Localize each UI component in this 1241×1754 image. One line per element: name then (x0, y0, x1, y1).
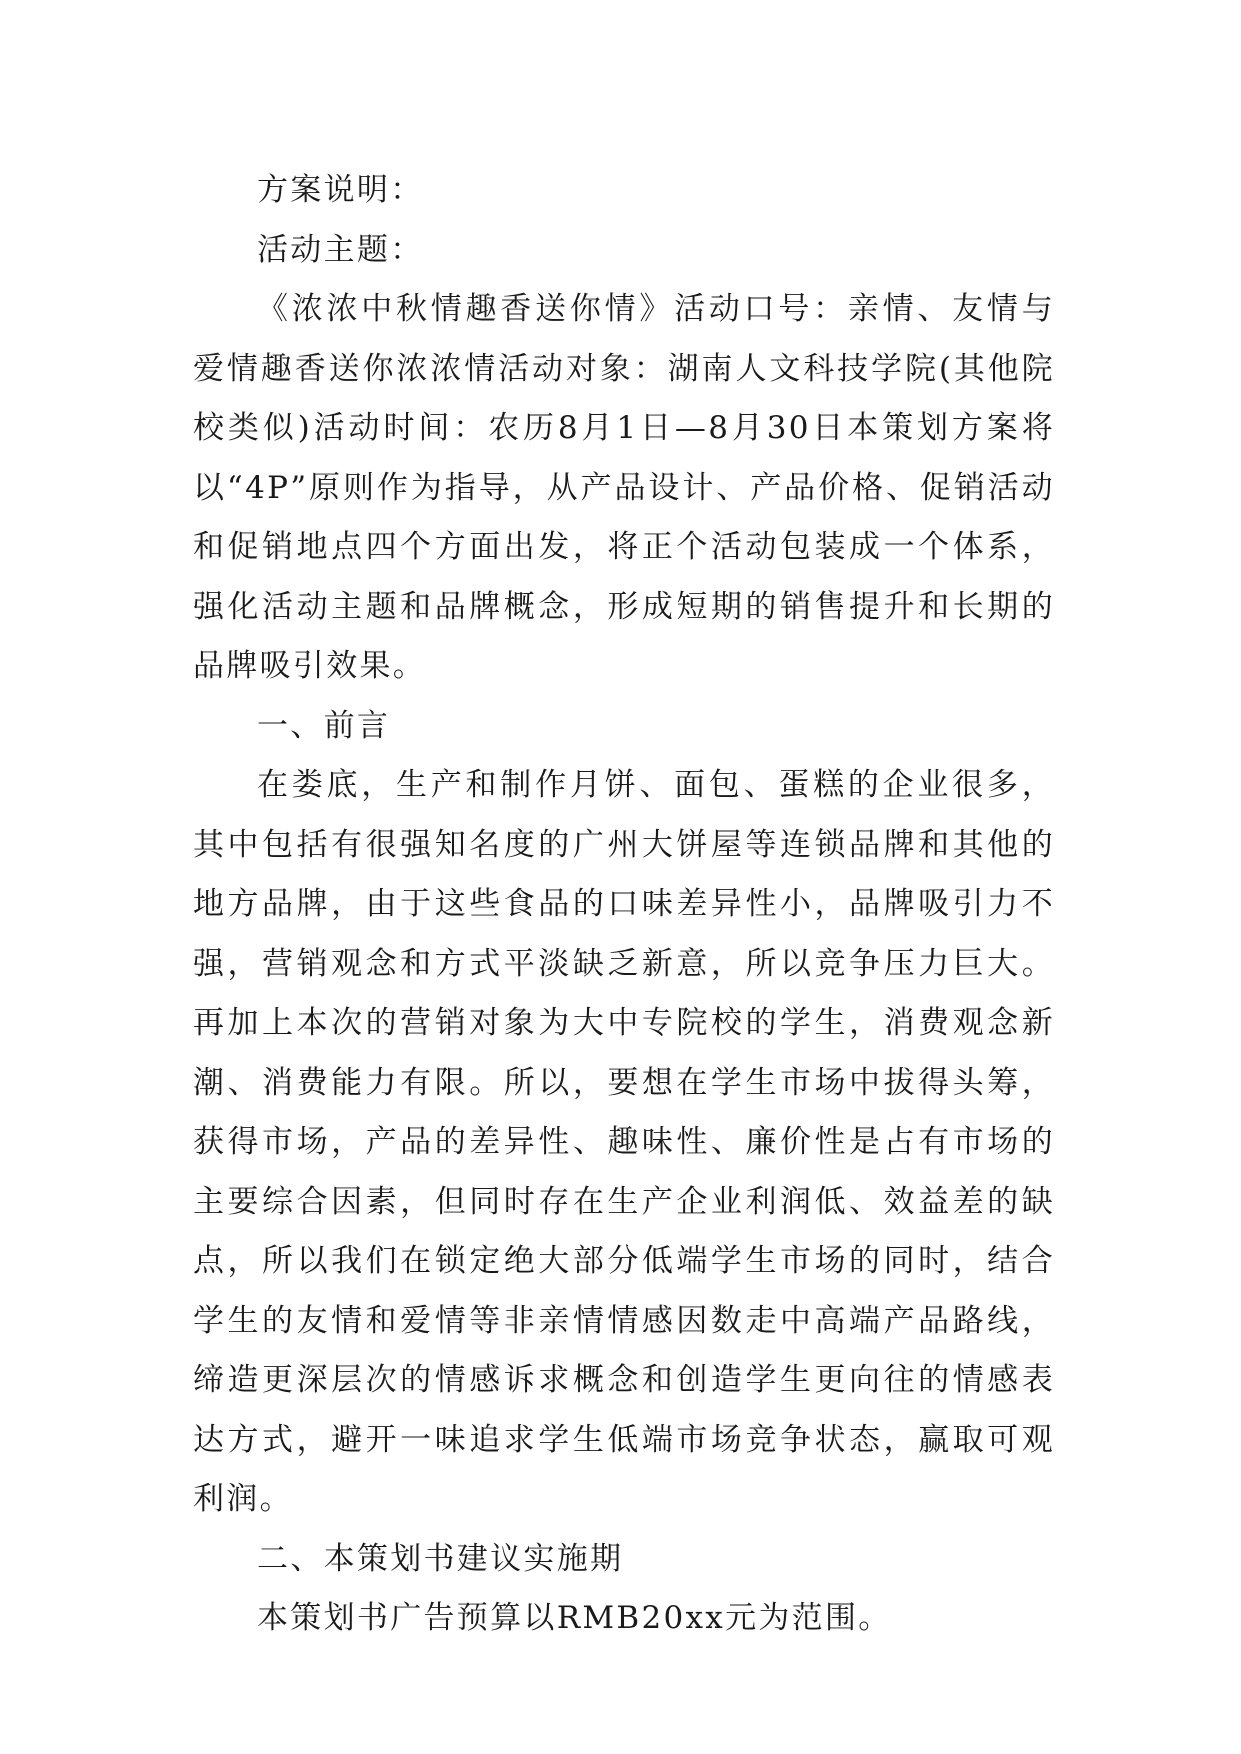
paragraph-activity-theme-heading: 活动主题： (257, 231, 424, 268)
paragraph-activity-details: 《浓浓中秋情趣香送你情》活动口号：亲情、友情与爱情趣香送你浓浓情活动对象：湖南人文科技学院(其他院校类似)活动时间：农历8月1日—8月30日本策划方案将以“4P”原则作为指导，从产品设计、产品价格、促销活动和促销地点四个方面出发，将正个活动包装成一个体系，强化活动主题和品牌概念，形成短期的销售提升和长期的品牌吸引效果。 (193, 291, 1055, 684)
paragraph-plan-description: 方案说明： (257, 172, 424, 208)
section-heading-preface: 一、前言 (257, 707, 391, 744)
paragraph-budget: 本策划书广告预算以RMB20xx元为范围。 (257, 1600, 892, 1636)
paragraph-preface-body: 在娄底，生产和制作月饼、面包、蛋糕的企业很多，其中包括有很强知名度的广州大饼屋等连锁品牌和其他的地方品牌，由于这些食品的口味差异性小，品牌吸引力不强，营销观念和方式平淡缺乏新意，所以竞争压力巨大。再加上本次的营销对象为大中专院校的学生，消费观念新潮、消费能力有限。所以，要想在学生市场中拔得头筹，获得市场，产品的差异性、趣味性、廉价性是占有市场的主要综合因素，但同时存在生产企业利润低、效益差的缺点，所以我们在锁定绝大部分低端学生市场的同时，结合学生的友情和爱情等非亲情情感因数走中高端产品路线，缔造更深层次的情感诉求概念和创造学生更向往的情感表达方式，避开一味追求学生低端市场竞争状态，赢取可观利润。 (193, 767, 1055, 1517)
section-heading-implementation-period: 二、本策划书建议实施期 (257, 1540, 624, 1577)
document-body (193, 161, 1055, 1649)
